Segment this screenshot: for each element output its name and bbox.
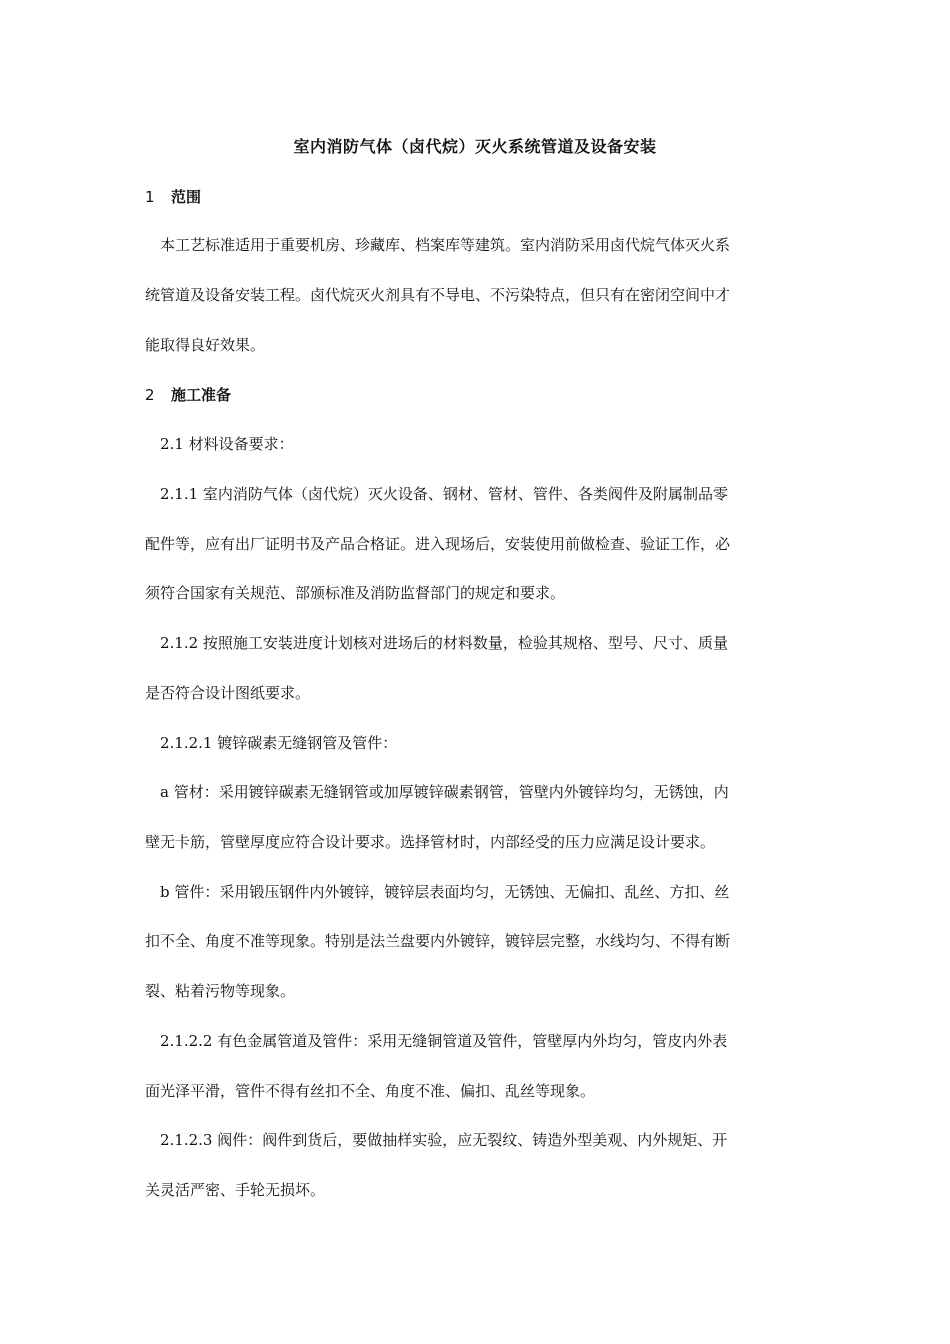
paragraph-line: 能取得良好效果。 — [145, 336, 266, 354]
section-number: 2 — [145, 386, 155, 404]
paragraph-line: 壁无卡筋，管壁厚度应符合设计要求。选择管材时，内部经受的压力应满足设计要求。 — [145, 833, 716, 851]
section-heading-scope — [145, 186, 201, 207]
paragraph-line: a 管材：采用镀锌碳素无缝钢管或加厚镀锌碳素钢管，管壁内外镀锌均匀，无锈蚀，内 — [160, 783, 729, 801]
paragraph-line: 2.1.2 按照施工安装进度计划核对进场后的材料数量，检验其规格、型号、尺寸、质量 — [160, 634, 728, 652]
paragraph-line: 2.1 材料设备要求： — [160, 435, 294, 453]
document-title: 室内消防气体（卤代烷）灭火系统管道及设备安装 — [293, 137, 657, 156]
section-number: 1 — [145, 188, 155, 206]
paragraph-line: 本工艺标准适用于重要机房、珍藏库、档案库等建筑。室内消防采用卤代烷气体灭火系 — [160, 236, 731, 254]
paragraph-line: 扣不全、角度不准等现象。特别是法兰盘要内外镀锌，镀锌层完整，水线均匀、不得有断 — [145, 932, 731, 950]
paragraph-line: 2.1.2.1 镀锌碳素无缝钢管及管件： — [160, 734, 398, 752]
section-heading-preparation — [145, 384, 231, 405]
section-title: 范围 — [171, 188, 202, 206]
paragraph-line: 2.1.1 室内消防气体（卤代烷）灭火设备、钢材、管材、管件、各类阀件及附属制品零 — [160, 485, 728, 503]
paragraph-line: b 管件：采用锻压钢件内外镀锌，镀锌层表面均匀，无锈蚀、无偏扣、乱丝、方扣、丝 — [160, 883, 730, 901]
paragraph-line: 面光泽平滑，管件不得有丝扣不全、角度不准、偏扣、乱丝等现象。 — [145, 1082, 596, 1100]
paragraph-line: 统管道及设备安装工程。卤代烷灭火剂具有不导电、不污染特点，但只有在密闭空间中才 — [145, 286, 731, 304]
paragraph-line: 裂、粘着污物等现象。 — [145, 982, 296, 1000]
paragraph-line: 2.1.2.3 阀件：阀件到货后，要做抽样实验，应无裂纹、铸造外型美观、内外规矩、开 — [160, 1131, 728, 1149]
paragraph-line: 2.1.2.2 有色金属管道及管件：采用无缝铜管道及管件，管壁厚内外均匀，管皮内外表 — [160, 1032, 728, 1050]
section-title: 施工准备 — [171, 386, 232, 404]
paragraph-line: 关灵活严密、手轮无损坏。 — [145, 1181, 326, 1199]
paragraph-line: 是否符合设计图纸要求。 — [145, 684, 311, 702]
paragraph-line: 配件等，应有出厂证明书及产品合格证。进入现场后，安装使用前做检查、验证工作，必 — [145, 535, 731, 553]
paragraph-line: 须符合国家有关规范、部颁标准及消防监督部门的规定和要求。 — [145, 584, 566, 602]
